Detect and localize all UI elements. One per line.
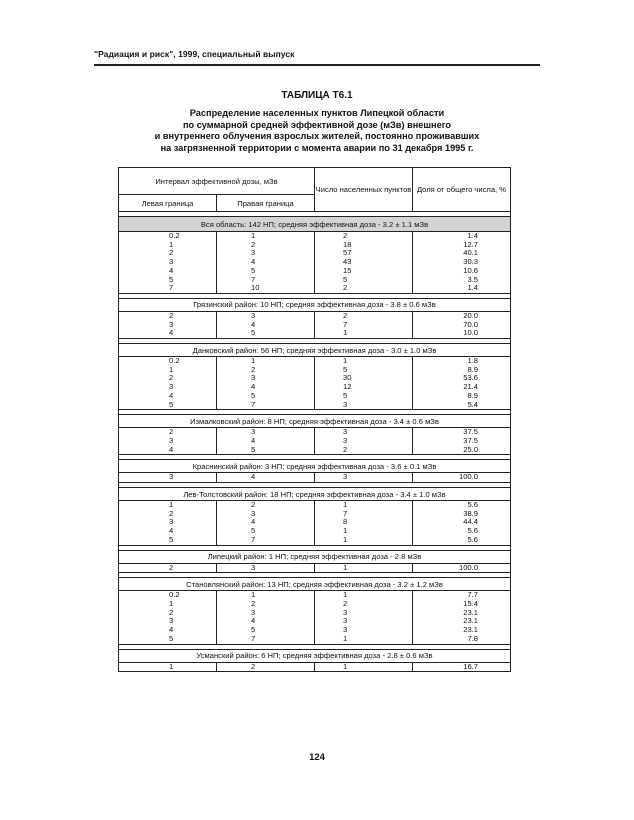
cell-share: 12.7 <box>463 239 478 249</box>
cell-count: 1 <box>343 590 348 600</box>
column-count <box>315 311 413 338</box>
cell-count: 2 <box>343 231 348 240</box>
cell-upper: 3 <box>251 310 256 320</box>
cell-lower: 2 <box>169 373 174 383</box>
cell-count: 7 <box>343 508 348 518</box>
cell-share: 1.8 <box>467 356 478 366</box>
section-data-row <box>119 662 511 672</box>
section-title: Данковский район: 56 НП; средняя эффективная доза - 3.0 ± 1.0 мЗв <box>119 344 511 357</box>
column-upper <box>217 311 315 338</box>
column-upper <box>217 563 315 573</box>
cell-upper: 5 <box>251 390 256 400</box>
section-header-row <box>119 460 511 473</box>
column-lower <box>119 428 217 455</box>
cell-share: 23.1 <box>463 625 478 635</box>
cell-lower: 5 <box>169 274 174 284</box>
cell-upper: 2 <box>251 500 256 510</box>
column-upper <box>217 501 315 546</box>
dose-distribution-table <box>118 167 511 672</box>
cell-share: 5.6 <box>467 534 478 544</box>
cell-share: 5.4 <box>467 399 478 409</box>
column-lower <box>119 501 217 546</box>
cell-share: 20.0 <box>463 310 478 320</box>
cell-count: 1 <box>343 661 348 671</box>
section-title: Измалковский район: 8 НП; средняя эффективная доза - 3.4 ± 0.6 мЗв <box>119 415 511 428</box>
header-count: Число населенных пунктов <box>315 168 413 212</box>
cell-count: 1 <box>343 328 348 338</box>
header-upper-bound: Правая граница <box>217 195 315 212</box>
cell-upper: 1 <box>251 231 256 240</box>
header-lower-bound: Левая граница <box>119 195 217 212</box>
column-count <box>315 501 413 546</box>
column-share <box>413 591 511 644</box>
cell-count: 5 <box>343 364 348 374</box>
cell-count: 3 <box>343 472 348 482</box>
cell-upper: 1 <box>251 590 256 600</box>
column-count <box>315 473 413 483</box>
cell-share: 5.6 <box>467 526 478 536</box>
table-body <box>119 212 511 672</box>
section-data-row <box>119 428 511 455</box>
column-upper <box>217 232 315 294</box>
column-share <box>413 428 511 455</box>
section-header-row <box>119 344 511 357</box>
cell-share: 21.4 <box>463 382 478 392</box>
cell-upper: 3 <box>251 508 256 518</box>
cell-lower: 4 <box>169 265 174 275</box>
cell-lower: 3 <box>169 472 174 482</box>
cell-lower: 2 <box>169 427 174 437</box>
cell-upper: 5 <box>251 444 256 454</box>
cell-lower: 3 <box>169 616 174 626</box>
cell-count: 3 <box>343 625 348 635</box>
cell-upper: 7 <box>251 399 256 409</box>
caption-line: Распределение населенных пунктов Липецкой области <box>189 108 445 118</box>
cell-upper: 4 <box>251 435 256 445</box>
cell-count: 2 <box>343 444 348 454</box>
section-title: Вся область: 142 НП; средняя эффективная доза - 3.2 ± 1.1 мЗв <box>119 217 511 232</box>
cell-lower: 4 <box>169 625 174 635</box>
cell-lower: 4 <box>169 444 174 454</box>
section-title: Усманский район: 6 НП; средняя эффективная доза - 2.8 ± 0.6 мЗв <box>119 649 511 662</box>
cell-share: 23.1 <box>463 616 478 626</box>
column-lower <box>119 232 217 294</box>
cell-lower: 2 <box>169 310 174 320</box>
column-upper <box>217 591 315 644</box>
column-share <box>413 501 511 546</box>
column-lower <box>119 357 217 410</box>
cell-upper: 5 <box>251 265 256 275</box>
section-header-row <box>119 488 511 501</box>
cell-share: 37.5 <box>463 427 478 437</box>
column-upper <box>217 473 315 483</box>
cell-count: 3 <box>343 607 348 617</box>
cell-lower: 1 <box>169 598 174 608</box>
cell-lower: 7 <box>169 283 174 293</box>
cell-share: 70.0 <box>463 319 478 329</box>
section-title: Краснинский район: 3 НП; средняя эффективная доза - 3.6 ± 0.1 мЗв <box>119 460 511 473</box>
section-data-row <box>119 563 511 573</box>
column-count <box>315 232 413 294</box>
cell-upper: 2 <box>251 239 256 249</box>
cell-share: 1.4 <box>467 231 478 240</box>
cell-lower: 2 <box>169 508 174 518</box>
header-share: Доля от общего числа, % <box>413 168 511 212</box>
section-title: Лев-Толстовский район: 18 НП; средняя эффективная доза - 3.4 ± 1.0 мЗв <box>119 488 511 501</box>
cell-upper: 2 <box>251 364 256 374</box>
cell-share: 3.5 <box>467 274 478 284</box>
cell-count: 3 <box>343 616 348 626</box>
cell-share: 25.0 <box>463 444 478 454</box>
caption-line: на загрязненной территории с момента аварии по 31 декабря 1995 г. <box>160 142 474 153</box>
table-title: ТАБЛИЦА Т6.1 <box>281 90 353 101</box>
cell-upper: 7 <box>251 534 256 544</box>
running-head: "Радиация и риск", 1999, специальный выпуск <box>94 49 295 59</box>
column-count <box>315 563 413 573</box>
section-header-row <box>119 649 511 662</box>
cell-lower: 4 <box>169 328 174 338</box>
cell-upper: 10 <box>251 283 260 293</box>
cell-lower: 4 <box>169 390 174 400</box>
cell-count: 5 <box>343 274 348 284</box>
cell-upper: 3 <box>251 562 256 572</box>
cell-count: 1 <box>343 356 348 366</box>
cell-upper: 5 <box>251 625 256 635</box>
cell-count: 1 <box>343 500 348 510</box>
cell-lower: 1 <box>169 500 174 510</box>
cell-share: 53.6 <box>463 373 478 383</box>
cell-lower: 5 <box>169 633 174 643</box>
cell-lower: 2 <box>169 607 174 617</box>
cell-share: 30.3 <box>463 257 478 267</box>
cell-count: 2 <box>343 283 348 293</box>
section-title: Становлянский район: 13 НП; средняя эффективная доза - 3.2 ± 1.2 мЗв <box>119 578 511 591</box>
cell-share: 10.0 <box>463 328 478 338</box>
cell-count: 43 <box>343 257 352 267</box>
cell-upper: 3 <box>251 607 256 617</box>
cell-lower: 5 <box>169 534 174 544</box>
cell-share: 100.0 <box>458 472 478 482</box>
section-data-row <box>119 232 511 294</box>
section-header-row <box>119 298 511 311</box>
cell-lower: 1 <box>169 661 174 671</box>
column-share <box>413 357 511 410</box>
cell-share: 37.5 <box>463 435 478 445</box>
cell-share: 1.4 <box>467 283 478 293</box>
cell-share: 38.9 <box>463 508 478 518</box>
column-upper <box>217 357 315 410</box>
cell-lower: 5 <box>169 399 174 409</box>
cell-upper: 4 <box>251 616 256 626</box>
section-data-row <box>119 311 511 338</box>
column-share <box>413 473 511 483</box>
caption-line: и внутреннего облучения взрослых жителей, постоянно проживавших <box>154 131 480 141</box>
cell-share: 7.8 <box>467 633 478 643</box>
section-data-row <box>119 473 511 483</box>
section-header-row <box>119 578 511 591</box>
cell-count: 57 <box>343 248 352 258</box>
cell-upper: 7 <box>251 274 256 284</box>
cell-share: 100.0 <box>458 562 478 572</box>
section-data-row <box>119 591 511 644</box>
cell-lower: 0.2 <box>169 231 180 240</box>
page-number: 124 <box>309 752 325 763</box>
cell-share: 5.6 <box>467 500 478 510</box>
cell-count: 3 <box>343 399 348 409</box>
column-count <box>315 662 413 672</box>
column-lower <box>119 662 217 672</box>
cell-count: 12 <box>343 382 352 392</box>
cell-lower: 2 <box>169 562 174 572</box>
cell-count: 3 <box>343 427 348 437</box>
cell-count: 1 <box>343 633 348 643</box>
cell-upper: 4 <box>251 517 256 527</box>
cell-upper: 3 <box>251 427 256 437</box>
cell-count: 1 <box>343 526 348 536</box>
cell-lower: 3 <box>169 319 174 329</box>
cell-lower: 3 <box>169 517 174 527</box>
cell-count: 5 <box>343 390 348 400</box>
cell-share: 23.1 <box>463 607 478 617</box>
column-share <box>413 662 511 672</box>
cell-lower: 1 <box>169 239 174 249</box>
column-share <box>413 232 511 294</box>
cell-count: 1 <box>343 562 348 572</box>
cell-share: 10.6 <box>463 265 478 275</box>
cell-count: 1 <box>343 534 348 544</box>
cell-lower: 0.2 <box>169 356 180 366</box>
section-title: Грязинский район: 10 НП; средняя эффективная доза - 3.8 ± 0.6 мЗв <box>119 298 511 311</box>
cell-count: 30 <box>343 373 352 383</box>
cell-lower: 3 <box>169 435 174 445</box>
column-lower <box>119 311 217 338</box>
column-count <box>315 428 413 455</box>
cell-lower: 1 <box>169 364 174 374</box>
cell-count: 18 <box>343 239 352 249</box>
table-caption <box>0 108 634 154</box>
section-title: Липецкий район: 1 НП; средняя эффективная доза - 2.8 мЗв <box>119 550 511 563</box>
cell-count: 7 <box>343 319 348 329</box>
cell-share: 40.1 <box>463 248 478 258</box>
column-lower <box>119 563 217 573</box>
cell-upper: 2 <box>251 598 256 608</box>
cell-upper: 5 <box>251 526 256 536</box>
cell-share: 7.7 <box>467 590 478 600</box>
column-count <box>315 357 413 410</box>
cell-upper: 4 <box>251 319 256 329</box>
header-interval: Интервал эффективной дозы, мЗв <box>119 168 315 195</box>
cell-upper: 3 <box>251 373 256 383</box>
cell-count: 2 <box>343 310 348 320</box>
cell-lower: 3 <box>169 257 174 267</box>
header-rule <box>94 64 540 66</box>
cell-count: 15 <box>343 265 352 275</box>
caption-line: по суммарной средней эффективной дозе (мЗв) внешнего <box>182 119 452 130</box>
cell-share: 8.9 <box>467 390 478 400</box>
section-data-row <box>119 357 511 410</box>
column-upper <box>217 428 315 455</box>
cell-upper: 5 <box>251 328 256 338</box>
cell-lower: 3 <box>169 382 174 392</box>
cell-count: 3 <box>343 435 348 445</box>
cell-share: 44.4 <box>463 517 478 527</box>
cell-count: 8 <box>343 517 348 527</box>
column-lower <box>119 473 217 483</box>
section-header-row <box>119 550 511 563</box>
cell-upper: 4 <box>251 382 256 392</box>
section-data-row <box>119 501 511 546</box>
cell-lower: 0.2 <box>169 590 180 600</box>
cell-upper: 7 <box>251 633 256 643</box>
cell-lower: 4 <box>169 526 174 536</box>
cell-share: 8.9 <box>467 364 478 374</box>
cell-upper: 1 <box>251 356 256 366</box>
cell-share: 15.4 <box>463 598 478 608</box>
cell-upper: 4 <box>251 257 256 267</box>
cell-share: 16.7 <box>463 661 478 671</box>
cell-upper: 3 <box>251 248 256 258</box>
column-share <box>413 311 511 338</box>
column-upper <box>217 662 315 672</box>
cell-lower: 2 <box>169 248 174 258</box>
column-count <box>315 591 413 644</box>
section-header-row <box>119 217 511 232</box>
section-header-row <box>119 415 511 428</box>
column-share <box>413 563 511 573</box>
cell-count: 2 <box>343 598 348 608</box>
cell-upper: 4 <box>251 472 256 482</box>
cell-upper: 2 <box>251 661 256 671</box>
column-lower <box>119 591 217 644</box>
